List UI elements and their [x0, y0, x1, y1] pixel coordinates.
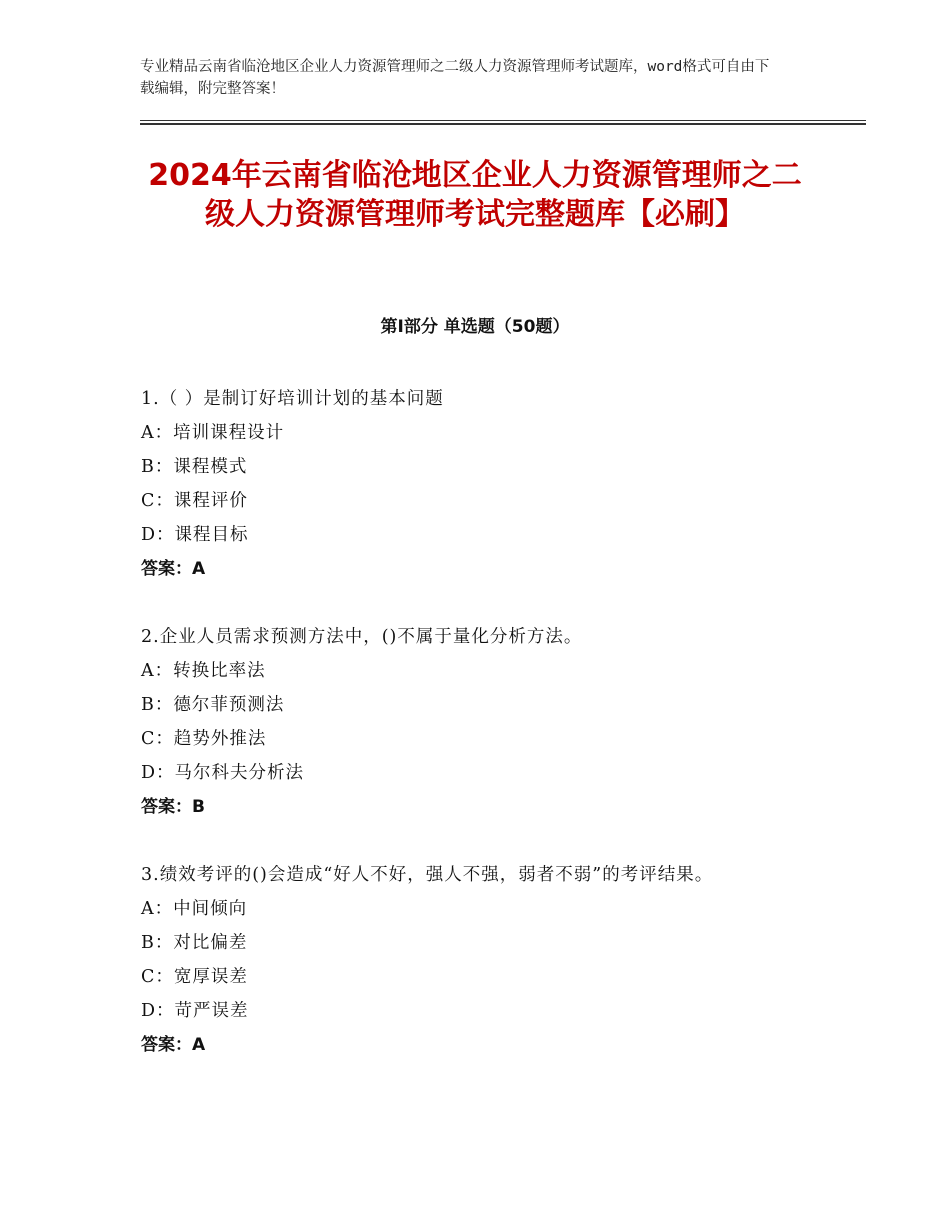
option-a: A：培训课程设计	[141, 423, 285, 443]
question-2	[141, 620, 811, 824]
document-title: 2024年云南省临沧地区企业人力资源管理师之二级人力资源管理师考试完整题库【必刷】	[148, 158, 802, 232]
section-title: 第Ⅰ部分 单选题（50题）	[380, 317, 570, 337]
header-note: 专业精品云南省临沧地区企业人力资源管理师之二级人力资源管理师考试题库，word格式可自由下载编辑，附完整答案！	[140, 59, 770, 97]
option-a: A：中间倾向	[141, 899, 248, 919]
question-stem: 2.企业人员需求预测方法中，()不属于量化分析方法。	[141, 627, 583, 647]
option-c: C：宽厚误差	[141, 967, 248, 987]
option-c: C：趋势外推法	[141, 729, 267, 749]
option-b: B：德尔菲预测法	[141, 695, 285, 715]
question-stem: 1.（ ）是制订好培训计划的基本问题	[141, 389, 444, 409]
answer: 答案：B	[141, 797, 205, 817]
question-stem: 3.绩效考评的()会造成“好人不好，强人不强，弱者不弱”的考评结果。	[141, 865, 714, 885]
answer: 答案：A	[141, 1035, 206, 1055]
answer: 答案：A	[141, 559, 206, 579]
option-d: D：苛严误差	[141, 1001, 249, 1021]
header-divider	[140, 120, 866, 125]
question-3	[141, 858, 811, 1062]
question-1	[141, 382, 811, 586]
option-d: D：课程目标	[141, 525, 249, 545]
option-a: A：转换比率法	[141, 661, 266, 681]
option-b: B：课程模式	[141, 457, 248, 477]
option-b: B：对比偏差	[141, 933, 248, 953]
question-list	[141, 382, 811, 1096]
option-c: C：课程评价	[141, 491, 248, 511]
option-d: D：马尔科夫分析法	[141, 763, 305, 783]
